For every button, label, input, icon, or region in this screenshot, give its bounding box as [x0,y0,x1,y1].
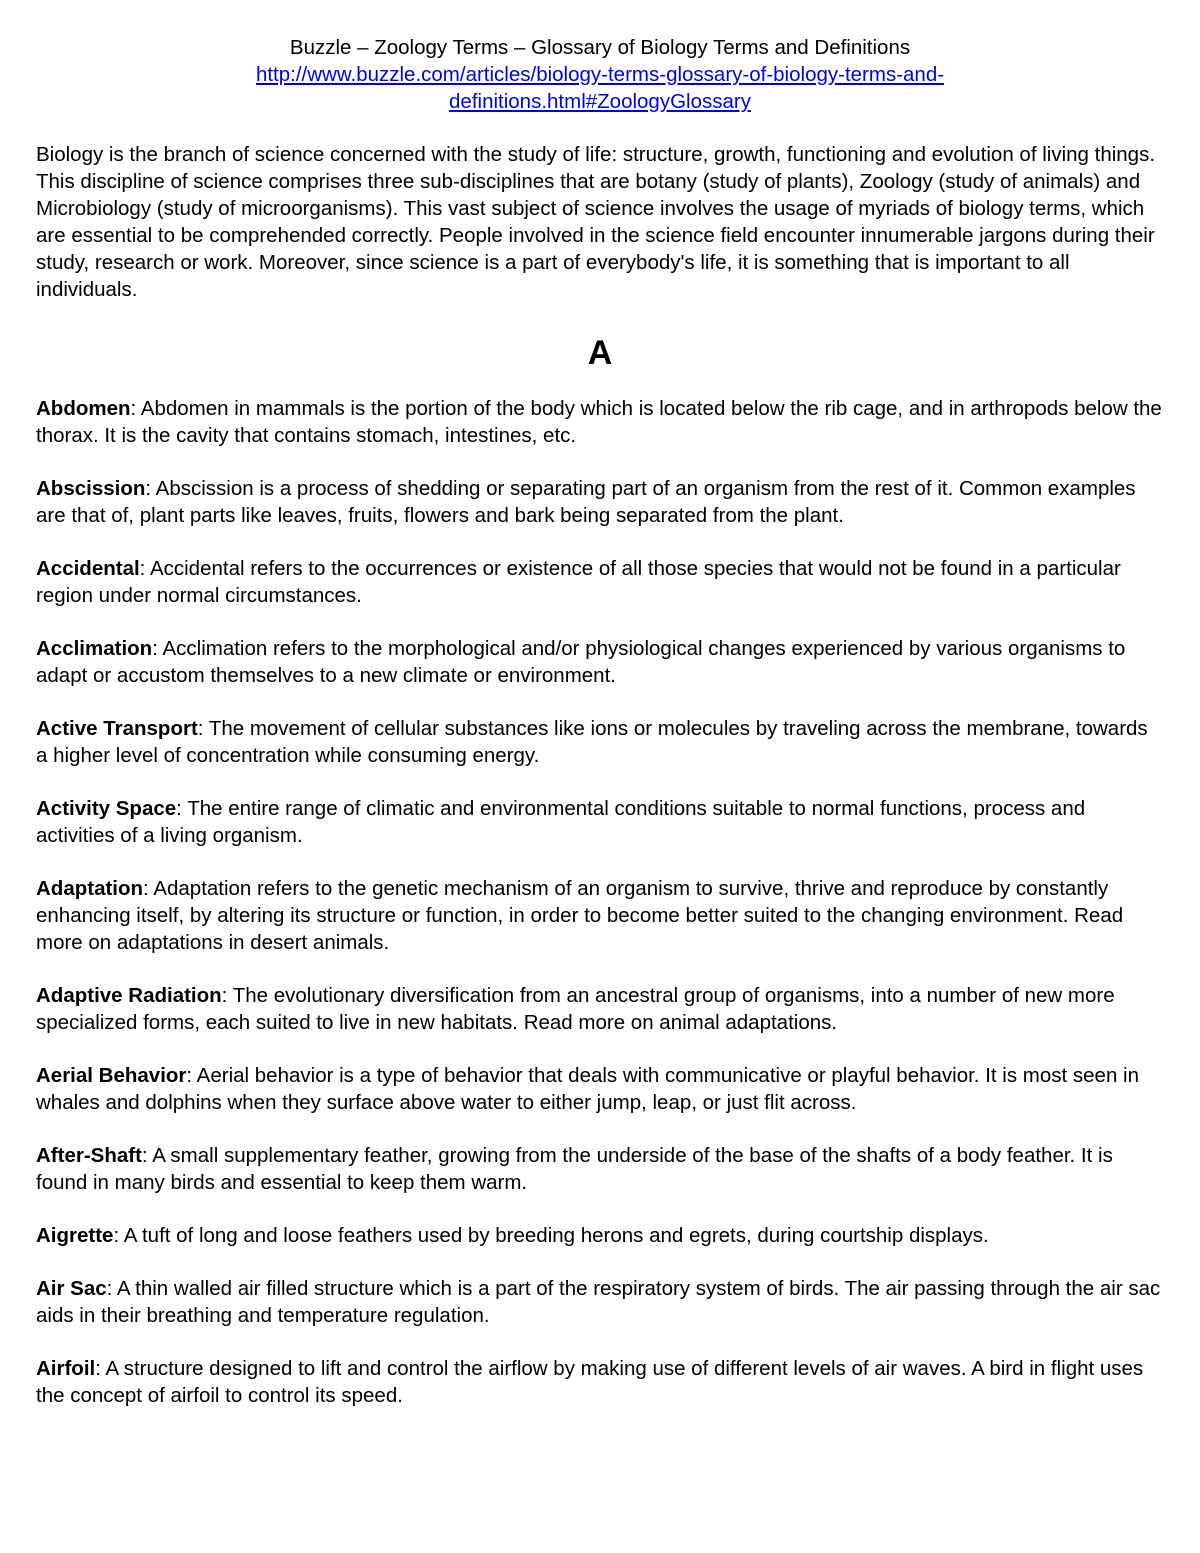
glossary-entry: Air Sac: A thin walled air filled structure which is a part of the respiratory system of birds. The air passing through the air sac aids in their breathing and temperature regulation. [36,1277,1161,1327]
glossary-term: Aerial Behavior [36,1064,187,1087]
glossary-definition: Adaptation refers to the genetic mechanism of an organism to survive, thrive and reproduce by constantly enhancing itself, by altering its structure or function, in order to become better suited to the changing environment. Read more on adaptations in desert animals. [36,877,1124,954]
glossary-term: Air Sac [36,1277,107,1300]
glossary-entry: Accidental: Accidental refers to the occurrences or existence of all those species that would not be found in a particular region under normal circumstances. [36,557,1121,607]
glossary-entry: Aigrette: A tuft of long and loose feathers used by breeding herons and egrets, during courtship displays. [36,1224,989,1247]
glossary-term: Active Transport [36,717,198,740]
source-link[interactable]: http://www.buzzle.com/articles/biology-terms-glossary-of-biology-terms-and- [255,63,945,86]
glossary-entry: Airfoil: A structure designed to lift and control the airflow by making use of different levels of air waves. A bird in flight uses the concept of airfoil to control its speed. [36,1357,1144,1407]
glossary-definition: Aerial behavior is a type of behavior that deals with communicative or playful behavior. It is most seen in whales and dolphins when they surface above water to either jump, leap, or just flit across. [36,1064,1140,1114]
glossary-list [36,395,1164,1409]
glossary-term: Adaptation [36,877,144,900]
glossary-entry: Adaptation: Adaptation refers to the genetic mechanism of an organism to survive, thrive and reproduce by constantly enhancing itself, by altering its structure or function, in order to become better suited to the changing environment. Read more on adaptations in desert animals. [36,877,1124,954]
intro-paragraph: Biology is the branch of science concerned with the study of life: structure, growth, functioning and evolution of living things. This discipline of science comprises three sub-disciplines that are botany (study of plants), Zoology (study of animals) and Microbiology (study of microorganisms). This vast subject of science involves the usage of myriads of biology terms, which are essential to be comprehended correctly. People involved in the science field encounter innumerable jargons during their study, research or work. Moreover, since science is a part of everybody's life, it is something that is important to all individuals. [36,143,1156,301]
glossary-term: Acclimation [36,637,153,660]
glossary-term: Airfoil [36,1357,96,1380]
glossary-definition: Abscission is a process of shedding or separating part of an organism from the rest of it. Common examples are that of, plant parts like leaves, fruits, flowers and bark being separated from the plant. [36,477,1136,527]
glossary-term: Abscission [36,477,146,500]
glossary-term: Adaptive Radiation [36,984,222,1007]
glossary-term: After-Shaft [36,1144,142,1167]
glossary-entry: After-Shaft: A small supplementary feather, growing from the underside of the base of the shafts of a body feather. It is found in many birds and essential to keep them warm. [36,1144,1113,1194]
glossary-entry: Activity Space: The entire range of climatic and environmental conditions suitable to normal functions, process and activities of a living organism. [36,797,1086,847]
glossary-definition: A tuft of long and loose feathers used by breeding herons and egrets, during courtship displays. [123,1224,989,1247]
source-link-continued[interactable]: definitions.html#ZoologyGlossary [449,90,751,113]
glossary-definition: The movement of cellular substances like ions or molecules by traveling across the membrane, towards a higher level of concentration while consuming energy. [36,717,1148,767]
glossary-entry: Active Transport: The movement of cellular substances like ions or molecules by traveling across the membrane, towards a higher level of concentration while consuming energy. [36,717,1148,767]
glossary-term: Aigrette [36,1224,114,1247]
section-letter-heading: A [587,334,613,372]
glossary-definition: Acclimation refers to the morphological and/or physiological changes experienced by various organisms to adapt or accustom themselves to a new climate or environment. [36,637,1126,687]
glossary-definition: Accidental refers to the occurrences or existence of all those species that would not be found in a particular region under normal circumstances. [36,557,1121,607]
glossary-definition: A thin walled air filled structure which is a part of the respiratory system of birds. The air passing through the air sac aids in their breathing and temperature regulation. [36,1277,1161,1327]
glossary-entry: Aerial Behavior: Aerial behavior is a type of behavior that deals with communicative or playful behavior. It is most seen in whales and dolphins when they surface above water to either jump, leap, or just flit across. [36,1064,1140,1114]
document-title: Buzzle – Zoology Terms – Glossary of Biology Terms and Definitions [289,36,911,59]
glossary-term: Abdomen [36,397,131,420]
glossary-entry: Abdomen: Abdomen in mammals is the portion of the body which is located below the rib cage, and in arthropods below the thorax. It is the cavity that contains stomach, intestines, etc. [36,397,1162,447]
glossary-term: Activity Space [36,797,177,820]
glossary-definition: A structure designed to lift and control the airflow by making use of different levels of air waves. A bird in flight uses the concept of airfoil to control its speed. [36,1357,1144,1407]
glossary-entry: Acclimation: Acclimation refers to the morphological and/or physiological changes experienced by various organisms to adapt or accustom themselves to a new climate or environment. [36,637,1126,687]
glossary-term: Accidental [36,557,140,580]
document-header [36,34,1164,115]
glossary-definition: The evolutionary diversification from an ancestral group of organisms, into a number of new more specialized forms, each suited to live in new habitats. Read more on animal adaptations. [36,984,1115,1034]
glossary-entry: Abscission: Abscission is a process of shedding or separating part of an organism from the rest of it. Common examples are that of, plant parts like leaves, fruits, flowers and bark being separated from the plant. [36,477,1136,527]
glossary-definition: Abdomen in mammals is the portion of the body which is located below the rib cage, and in arthropods below the thorax. It is the cavity that contains stomach, intestines, etc. [36,397,1162,447]
glossary-definition: A small supplementary feather, growing from the underside of the base of the shafts of a body feather. It is found in many birds and essential to keep them warm. [36,1144,1113,1194]
glossary-entry: Adaptive Radiation: The evolutionary diversification from an ancestral group of organisms, into a number of new more specialized forms, each suited to live in new habitats. Read more on animal adaptations. [36,984,1115,1034]
glossary-definition: The entire range of climatic and environmental conditions suitable to normal functions, process and activities of a living organism. [36,797,1086,847]
